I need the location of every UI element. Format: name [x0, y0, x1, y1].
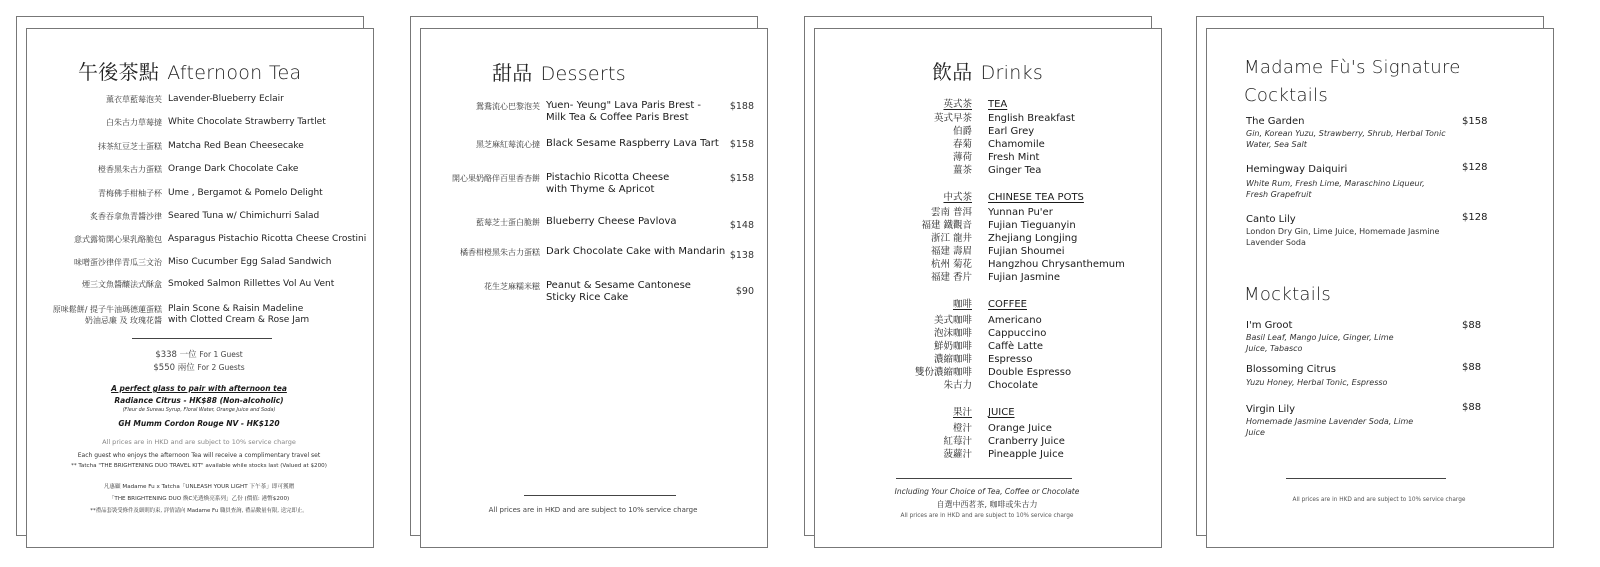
service-note: All prices are in HKD and are subject to 10% service charge: [488, 506, 698, 514]
travel-note: ** Tatcha "THE BRIGHTENING DUO TRAVEL KIT" available while stocks last (Valued at $200): [71, 463, 327, 469]
pairing-note: (Fleur de Sureau Syrup, Floral Water, Orange Juice and Soda): [122, 407, 276, 413]
list-item: 鮮奶咖啡 Caffè Latte: [933, 341, 1044, 352]
divider: [132, 338, 272, 339]
page-title: Madame Fù's Signature Cocktails: [1244, 57, 1461, 106]
price-line: $338 一位 For 1 Guest: [155, 350, 243, 360]
cocktails-menu: [1196, 16, 1552, 546]
service-note: All prices are in HKD and are subject to 10% service charge: [900, 513, 1074, 519]
list-item: 雲南 普洱 Yunnan Pu'er: [930, 207, 1053, 218]
list-item: 朱古力 Chocolate: [943, 380, 1039, 391]
menu-item: The Garden Gin, Korean Yuzu, Strawberry, Shrub, Herbal Tonic Water, Sea Salt $158: [1246, 116, 1488, 149]
menu-item: Blossoming Citrus Yuzu Honey, Herbal Tonic, Espresso $88: [1246, 362, 1482, 387]
pairing-item: Radiance Citrus - HK$88 (Non-alcoholic): [114, 396, 284, 405]
page-title: 午後茶點 Afternoon Tea: [78, 60, 302, 84]
section-header: 咖啡 COFFEE: [952, 299, 1027, 310]
menu-item: Canto Lily London Dry Gin, Lime Juice, Homemade Jasmine Lavender Soda $128: [1246, 212, 1488, 247]
divider: [524, 495, 676, 496]
list-item: 薄荷 Fresh Mint: [952, 152, 1040, 163]
afternoon-tea-menu: 午後茶點 Afternoon Tea 薰衣草藍莓泡芙 Lavender-Blueberry Eclair 白朱古力草莓撻 White Chocolate Strawberry Tartlet 抹茶紅豆芝士蛋糕 Matcha Red Bean Cheesecake 橙香黑朱古力蛋糕 Orange Dark Chocolate Cake 青梅佛手柑柚子杯 Ume , Bergamot & Pomelo Delight 炙香吞拿魚青醬沙律 Seared Tuna w/ Chimichurri Salad 意式露筍開心果乳酪脆包 Asparagus Pistachio Ricotta Cheese Crostini 味噌蛋沙律伴青瓜三文治 Miso Cucumber Egg Salad Sandwich 煙三文魚醬釀法式酥盒 Smoked Salmon Rillettes Vol Au Vent 原味鬆餅/ 提子牛油瑪德蓮蛋糕 奶油忌廉 及 玫瑰花醬 Plain Scone & Raisin Madeline with Clotted Cream & Rose Jam $338 一位 For 1 Guest $550 兩位 For 2 Guests A perfect glass to pair with afternoon tea Radiance Citrus - HK$88 (Non-alcoholic) (Fleur de Sureau Syrup, Floral Water, Orange Juice and Soda) GH Mumm Cordon Rouge NV - HK$120 All prices are in HKD and are subject to 10% service charge Each guest who enjoys the afternoon Tea will receive a complimentary travel set ** Tatcha "THE BRIGHTENING DUO TRAVEL KIT" available while stocks last (Valued at $200) 凡惠顧 Madame Fu x Tatcha「UNLEASH YOUR LIGHT 下午茶」即可獲贈 「THE BRIGHTENING DUO 煥C光透煥亮系列」乙份 (價值: 港幣$200) **禮品套裝受條件及細則約束, 詳情請向 Madame Fu 職員查詢, 禮品數量有限, 送完即止。: [16, 16, 372, 546]
drinks-footer-zh: 自選中西茗茶, 咖啡或朱古力: [936, 500, 1038, 509]
section-header: 果汁 JUICE: [952, 407, 1015, 418]
list-item: 橙汁 Orange Juice: [952, 423, 1052, 434]
service-note: All prices are in HKD and are subject to 10% service charge: [102, 438, 296, 446]
list-item: 浙江 龍井 Zhejiang Longjing: [930, 233, 1078, 244]
menu-item: 黑芝麻紅莓流心撻 Black Sesame Raspberry Lava Tart $158: [476, 138, 754, 150]
list-item: 春菊 Chamomile: [952, 139, 1045, 150]
list-item: 雙份濃縮咖啡 Double Espresso: [914, 367, 1072, 378]
price-line: $550 兩位 For 2 Guests: [153, 363, 245, 373]
pairing-item: GH Mumm Cordon Rouge NV - HK$120: [118, 419, 280, 428]
list-item: 美式咖啡 Americano: [933, 315, 1042, 326]
menu-item: Hemingway Daiquiri White Rum, Fresh Lime, Maraschino Liqueur, Fresh Grapefruit $128: [1246, 162, 1488, 199]
pairing-heading: A perfect glass to pair with afternoon tea: [111, 384, 287, 393]
divider: [896, 478, 1072, 479]
chinese-note: 「THE BRIGHTENING DUO 煥C光透煥亮系列」乙份 (價值: 港幣$200): [108, 496, 290, 502]
menu-item: 藍莓芝士蛋白脆餅 Blueberry Cheese Pavlova $148: [476, 216, 754, 231]
list-item: 紅莓汁 Cranberry Juice: [943, 436, 1065, 447]
list-item: 英式早茶 English Breakfast: [933, 113, 1075, 124]
section-header: 英式茶 TEA: [943, 99, 1008, 110]
drinks-footer: Including Your Choice of Tea, Coffee or Chocolate: [894, 487, 1080, 496]
list-item: 濃縮咖啡 Espresso: [933, 354, 1033, 365]
menu-item: 橘香柑橙黑朱古力蛋糕 Dark Chocolate Cake with Mandarin $138: [460, 246, 754, 261]
list-item: 杭州 菊花 Hangzhou Chrysanthemum: [930, 259, 1125, 270]
menu-item: I'm Groot Basil Leaf, Mango Juice, Ginger, Lime Juice, Tabasco $88: [1246, 320, 1482, 353]
section-title: Mocktails: [1244, 284, 1332, 305]
chinese-note: **禮品套裝受條件及細則約束, 詳情請向 Madame Fu 職員查詢, 禮品數量有限, 送完即止。: [90, 508, 308, 514]
desserts-menu: [410, 16, 766, 546]
divider: [1286, 478, 1446, 479]
list-item: 福建 香片 Fujian Jasmine: [930, 272, 1061, 283]
service-note: All prices are in HKD and are subject to 10% service charge: [1292, 497, 1466, 503]
drinks-menu: [804, 16, 1160, 546]
list-item: 福建 鐵觀音 Fujian Tieguanyin: [921, 220, 1076, 231]
menu-item: 鴛鴦流心巴黎泡芙 Yuen- Yeung" Lava Paris Brest - Milk Tea & Coffee Paris Brest $188: [476, 100, 754, 123]
chinese-note: 凡惠顧 Madame Fu x Tatcha「UNLEASH YOUR LIGHT 下午茶」即可獲贈: [103, 484, 295, 490]
page-title: 甜品 Desserts: [492, 61, 626, 85]
list-item: 薑茶 Ginger Tea: [952, 165, 1042, 176]
list-item: 福建 壽眉 Fujian Shoumei: [930, 246, 1065, 257]
menu-item: 開心果奶酪伴百里香杏餅 Pistachio Ricotta Cheese with Thyme & Apricot $158: [452, 172, 754, 195]
travel-note: Each guest who enjoys the afternoon Tea will receive a complimentary travel set: [77, 452, 321, 459]
list-item: 菠蘿汁 Pineapple Juice: [943, 449, 1064, 460]
menu-item: 花生芝麻糯米糍 Peanut & Sesame Cantonese Sticky Rice Cake $90: [484, 280, 754, 303]
list-item: 伯爵 Earl Grey: [952, 126, 1035, 137]
list-item: 泡沫咖啡 Cappuccino: [933, 328, 1047, 339]
menu-item: Virgin Lily Homemade Jasmine Lavender Soda, Lime Juice $88: [1246, 402, 1482, 437]
page-title: 飲品 Drinks: [932, 60, 1044, 84]
section-header: 中式茶 CHINESE TEA POTS: [943, 192, 1084, 203]
